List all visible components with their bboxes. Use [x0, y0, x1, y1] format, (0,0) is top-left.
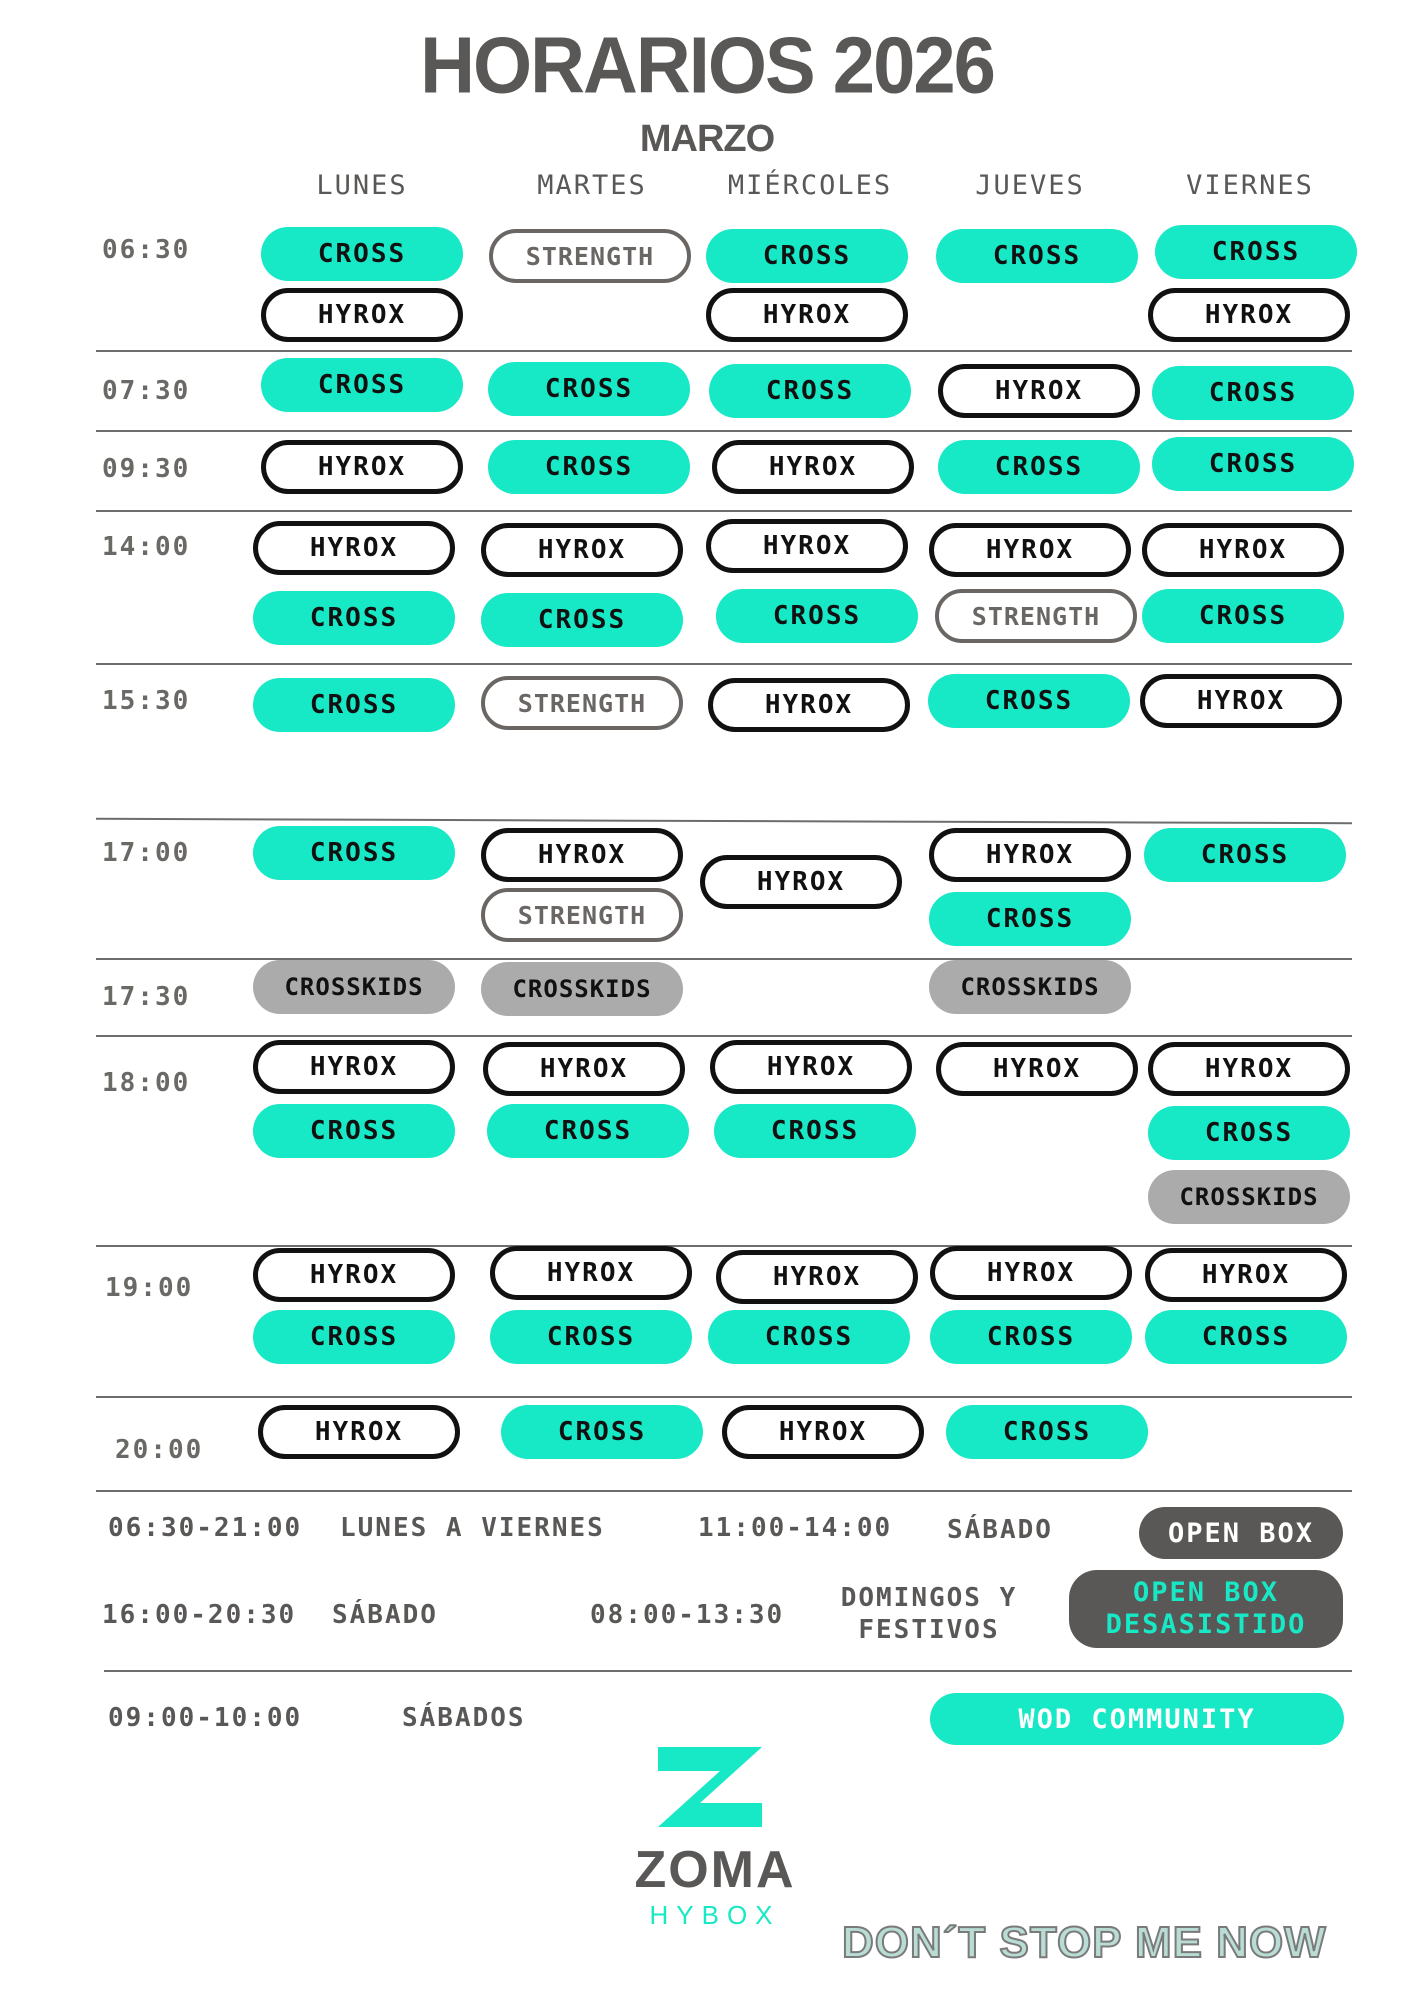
class-cross[interactable]: CROSS — [1144, 828, 1346, 882]
day-header-miercoles: MIÉRCOLES — [727, 170, 893, 201]
class-hyrox[interactable]: HYROX — [1140, 674, 1342, 728]
class-hyrox[interactable]: HYROX — [930, 1246, 1132, 1300]
row-divider — [96, 510, 1352, 512]
open-box-weekday-time: 06:30-21:00 — [108, 1513, 303, 1543]
time-1800: 18:00 — [102, 1068, 191, 1098]
unattended-sun-time: 08:00-13:30 — [590, 1600, 785, 1630]
class-crosskids[interactable]: CROSSKIDS — [481, 962, 683, 1016]
class-crosskids[interactable]: CROSSKIDS — [1148, 1170, 1350, 1224]
open-box-sat-days: SÁBADO — [947, 1515, 1053, 1545]
class-hyrox[interactable]: HYROX — [1145, 1248, 1347, 1302]
row-divider — [96, 818, 1352, 824]
class-hyrox[interactable]: HYROX — [929, 523, 1131, 577]
open-box-weekday-days: LUNES A VIERNES — [340, 1513, 605, 1543]
time-0730: 07:30 — [102, 376, 191, 406]
day-header-lunes: LUNES — [316, 170, 408, 201]
unattended-sun-days-line1: DOMINGOS Y — [840, 1583, 1018, 1613]
unattended-sat-days: SÁBADO — [332, 1600, 438, 1630]
time-2000: 20:00 — [115, 1435, 204, 1465]
wod-community-badge: WOD COMMUNITY — [930, 1693, 1344, 1745]
class-hyrox[interactable]: HYROX — [483, 1042, 685, 1096]
slogan: DON´T STOP ME NOW — [842, 1918, 1327, 1967]
brand-name: ZOMA — [634, 1841, 796, 1899]
row-divider — [104, 1670, 1352, 1672]
class-hyrox[interactable]: HYROX — [706, 519, 908, 573]
class-cross[interactable]: CROSS — [253, 826, 455, 880]
class-cross[interactable]: CROSS — [714, 1104, 916, 1158]
class-cross[interactable]: CROSS — [929, 892, 1131, 946]
day-header-jueves: JUEVES — [975, 170, 1085, 201]
unattended-sun-days-line2: FESTIVOS — [858, 1615, 1000, 1645]
page-title: HORARIOS 2026 — [420, 20, 994, 111]
day-header-martes: MARTES — [537, 170, 647, 201]
time-1400: 14:00 — [102, 532, 191, 562]
class-cross[interactable]: CROSS — [706, 229, 908, 283]
class-hyrox[interactable]: HYROX — [258, 1405, 460, 1459]
unattended-badge-line2: DESASISTIDO — [1105, 1609, 1307, 1640]
class-crosskids[interactable]: CROSSKIDS — [929, 960, 1131, 1014]
class-hyrox[interactable]: HYROX — [1142, 523, 1344, 577]
class-cross[interactable]: CROSS — [261, 358, 463, 412]
class-strength[interactable]: STRENGTH — [481, 676, 683, 730]
time-0630: 06:30 — [102, 235, 191, 265]
row-divider — [96, 350, 1352, 352]
class-cross[interactable]: CROSS — [1142, 589, 1344, 643]
class-cross[interactable]: CROSS — [488, 440, 690, 494]
class-hyrox[interactable]: HYROX — [700, 855, 902, 909]
row-divider — [96, 430, 1352, 432]
class-hyrox[interactable]: HYROX — [938, 364, 1140, 418]
class-hyrox[interactable]: HYROX — [706, 288, 908, 342]
time-1700: 17:00 — [102, 838, 191, 868]
unattended-sat-time: 16:00-20:30 — [102, 1600, 297, 1630]
class-cross[interactable]: CROSS — [1152, 366, 1354, 420]
class-cross[interactable]: CROSS — [261, 227, 463, 281]
class-cross[interactable]: CROSS — [490, 1310, 692, 1364]
class-hyrox[interactable]: HYROX — [708, 678, 910, 732]
class-hyrox[interactable]: HYROX — [261, 288, 463, 342]
class-cross[interactable]: CROSS — [253, 678, 455, 732]
brand-sub: HYBOX — [649, 1900, 781, 1930]
class-hyrox[interactable]: HYROX — [261, 440, 463, 494]
class-cross[interactable]: CROSS — [487, 1104, 689, 1158]
class-cross[interactable]: CROSS — [488, 362, 690, 416]
class-cross[interactable]: CROSS — [936, 229, 1138, 283]
class-cross[interactable]: CROSS — [708, 1310, 910, 1364]
open-box-sat-time: 11:00-14:00 — [698, 1513, 893, 1543]
open-box-unattended-badge — [1069, 1570, 1343, 1648]
wod-time: 09:00-10:00 — [108, 1703, 303, 1733]
month-label: MARZO — [639, 118, 775, 160]
class-hyrox[interactable]: HYROX — [716, 1250, 918, 1304]
class-cross[interactable]: CROSS — [501, 1405, 703, 1459]
class-cross[interactable]: CROSS — [1148, 1106, 1350, 1160]
class-cross[interactable]: CROSS — [930, 1310, 1132, 1364]
row-divider — [96, 1245, 1352, 1247]
zoma-logo-icon — [654, 1745, 764, 1830]
class-hyrox[interactable]: HYROX — [481, 828, 683, 882]
class-cross[interactable]: CROSS — [253, 1104, 455, 1158]
class-hyrox[interactable]: HYROX — [253, 521, 455, 575]
wod-days: SÁBADOS — [402, 1703, 526, 1733]
class-cross[interactable]: CROSS — [709, 364, 911, 418]
row-divider — [96, 1035, 1352, 1037]
class-hyrox[interactable]: HYROX — [929, 828, 1131, 882]
time-1900: 19:00 — [105, 1273, 194, 1303]
class-hyrox[interactable]: HYROX — [481, 523, 683, 577]
class-hyrox[interactable]: HYROX — [722, 1405, 924, 1459]
class-strength[interactable]: STRENGTH — [489, 229, 691, 283]
class-hyrox[interactable]: HYROX — [1148, 1042, 1350, 1096]
class-hyrox[interactable]: HYROX — [253, 1248, 455, 1302]
class-hyrox[interactable]: HYROX — [490, 1246, 692, 1300]
class-cross[interactable]: CROSS — [946, 1405, 1148, 1459]
class-cross[interactable]: CROSS — [1152, 437, 1354, 491]
class-cross[interactable]: CROSS — [1145, 1310, 1347, 1364]
time-1530: 15:30 — [102, 686, 191, 716]
row-divider — [96, 663, 1352, 665]
class-hyrox[interactable]: HYROX — [253, 1040, 455, 1094]
time-1730: 17:30 — [102, 982, 191, 1012]
unattended-sun-days — [824, 1582, 1034, 1646]
zoma-logo-shape — [658, 1747, 762, 1827]
class-hyrox[interactable]: HYROX — [712, 440, 914, 494]
unattended-badge-line1: OPEN BOX — [1132, 1577, 1280, 1608]
day-header-viernes: VIERNES — [1186, 170, 1314, 201]
time-0930: 09:30 — [102, 454, 191, 484]
class-crosskids[interactable]: CROSSKIDS — [253, 960, 455, 1014]
class-hyrox[interactable]: HYROX — [936, 1042, 1138, 1096]
class-cross[interactable]: CROSS — [253, 1310, 455, 1364]
class-cross[interactable]: CROSS — [928, 674, 1130, 728]
class-hyrox[interactable]: HYROX — [1148, 288, 1350, 342]
class-strength[interactable]: STRENGTH — [481, 888, 683, 942]
class-cross[interactable]: CROSS — [716, 589, 918, 643]
class-strength[interactable]: STRENGTH — [935, 589, 1137, 643]
class-cross[interactable]: CROSS — [1155, 225, 1357, 279]
class-cross[interactable]: CROSS — [481, 593, 683, 647]
open-box-badge: OPEN BOX — [1139, 1507, 1343, 1559]
class-cross[interactable]: CROSS — [938, 440, 1140, 494]
row-divider — [96, 1396, 1352, 1398]
class-cross[interactable]: CROSS — [253, 591, 455, 645]
class-hyrox[interactable]: HYROX — [710, 1040, 912, 1094]
row-divider — [96, 1490, 1352, 1492]
